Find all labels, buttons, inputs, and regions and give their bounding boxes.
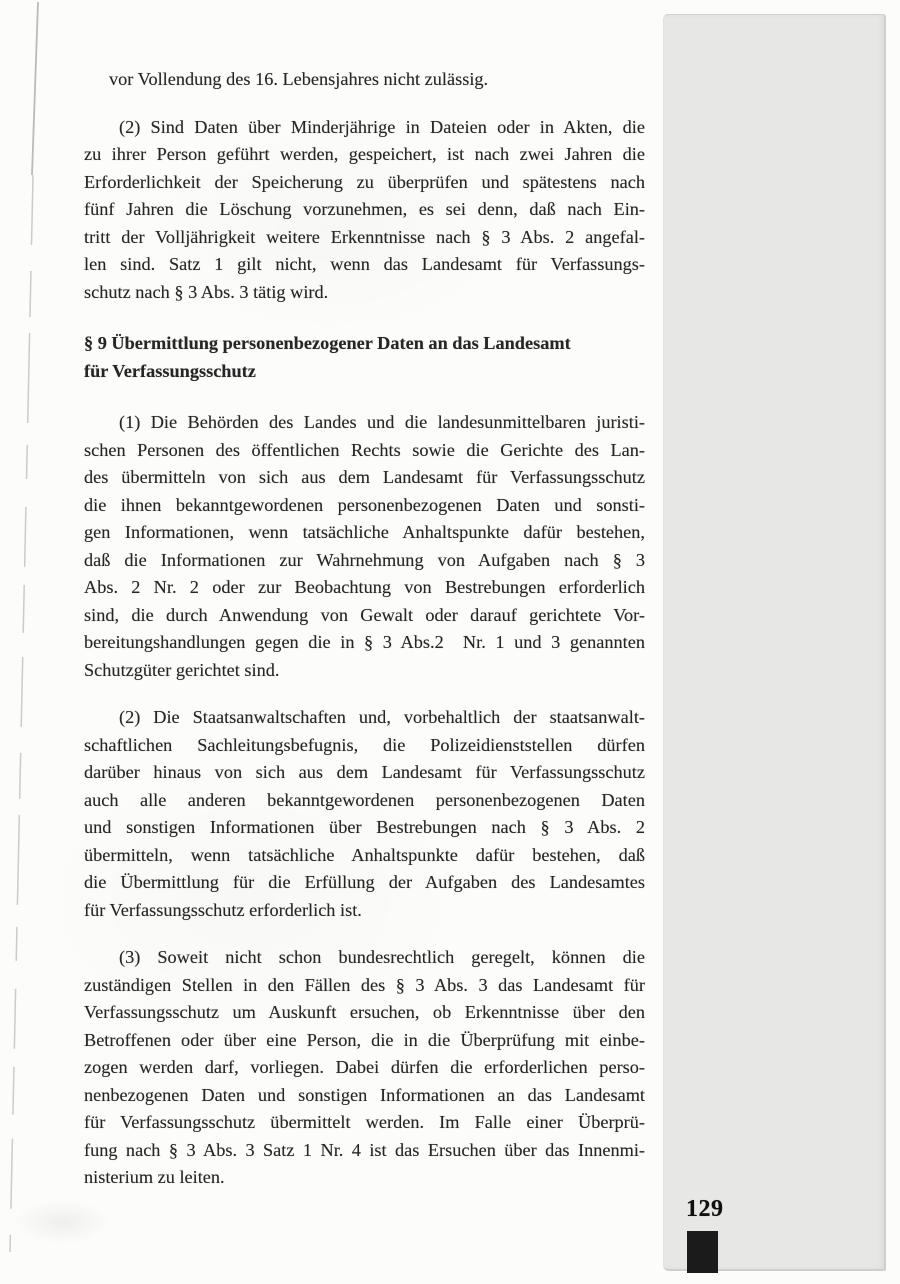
text-line: für Verfassungsschutz erforderlich ist.	[84, 899, 362, 920]
text-line: bereitungshandlungen gegen die in § 3 Abs.2 Nr. 1 und 3 genannten	[84, 632, 645, 652]
text-line: schutz nach § 3 Abs. 3 tätig wird.	[84, 281, 329, 302]
paragraph	[84, 944, 645, 1192]
text-line: Schutzgüter gerichtet sind.	[84, 659, 280, 680]
paragraph	[84, 704, 645, 924]
text-line: (1) Die Behörden des Landes und die landesunmittelbaren juristi-	[119, 412, 645, 432]
text-line: (3) Soweit nicht schon bundesrechtlich geregelt, können die	[119, 947, 645, 967]
text-line: fung nach § 3 Abs. 3 Satz 1 Nr. 4 ist das Ersuchen über das Innenmi-	[84, 1139, 645, 1160]
paragraphs	[84, 114, 645, 1192]
text-line: Verfassungsschutz um Auskunft ersuchen, ob Erkenntnisse über den	[84, 1002, 645, 1022]
adjacent-page-strip	[663, 14, 886, 1271]
text-line: Betroffenen oder über eine Person, die in die Überprüfung mit einbe-	[84, 1029, 645, 1050]
paragraph	[84, 114, 645, 307]
text-line: für Verfassungsschutz übermittelt werden. Im Falle einer Überprü-	[84, 1112, 645, 1132]
page-edge-scan-line	[0, 0, 60, 1284]
text-line: und sonstigen Informationen über Bestrebungen nach § 3 Abs. 2	[84, 817, 645, 837]
text-line: zogen werden darf, vorliegen. Dabei dürfen die erforderlichen perso-	[84, 1057, 645, 1077]
text-line: schen Personen des öffentlichen Rechts sowie die Gerichte des Lan-	[84, 439, 645, 460]
text-line: darüber hinaus von sich aus dem Landesamt für Verfassungsschutz	[84, 762, 645, 782]
text-line: des übermitteln von sich aus dem Landesamt für Verfassungsschutz	[84, 467, 645, 487]
paragraph	[84, 409, 645, 684]
text-line: (2) Die Staatsanwaltschaften und, vorbehaltlich der staatsanwalt-	[119, 707, 645, 727]
page-number: 129	[686, 1196, 724, 1222]
text-line: für Verfassungsschutz	[84, 360, 256, 381]
text-line: len sind. Satz 1 gilt nicht, wenn das Landesamt für Verfassungs-	[84, 254, 645, 274]
section-heading	[84, 330, 645, 385]
text-line: sind, die durch Anwendung von Gewalt oder darauf gerichtete Vor-	[84, 604, 645, 625]
text-line: tritt der Volljährigkeit weitere Erkenntnisse nach § 3 Abs. 2 angefal-	[84, 226, 645, 247]
text-line: nenbezogenen Daten und sonstigen Informationen an das Landesamt	[84, 1084, 645, 1105]
text-line: gen Informationen, wenn tatsächliche Anhaltspunkte dafür bestehen,	[84, 522, 645, 542]
text-line: Abs. 2 Nr. 2 oder zur Beobachtung von Bestrebungen erforderlich	[84, 577, 645, 597]
text-line: vor Vollendung des 16. Lebensjahres nicht zulässig.	[109, 69, 489, 89]
text-line: zu ihrer Person geführt werden, gespeichert, ist nach zwei Jahren die	[84, 144, 645, 164]
text-line: schaftlichen Sachleitungsbefugnis, die Polizeidienststellen dürfen	[84, 734, 645, 755]
text-line: die ihnen bekanntgewordenen personenbezogenen Daten und sonsti-	[84, 494, 645, 515]
text-line: daß die Informationen zur Wahrnehmung von Aufgaben nach § 3	[84, 549, 645, 570]
text-line: (2) Sind Daten über Minderjährige in Dateien oder in Akten, die	[119, 116, 645, 137]
text-line: fünf Jahren die Löschung vorzunehmen, es sei denn, daß nach Ein-	[84, 199, 645, 219]
text-line: zuständigen Stellen in den Fällen des § 3 Abs. 3 das Landesamt für	[84, 974, 645, 995]
text-line: nisterium zu leiten.	[84, 1167, 225, 1187]
text-line: übermitteln, wenn tatsächliche Anhaltspunkte dafür bestehen, daß	[84, 844, 645, 865]
text-line: § 9 Übermittlung personenbezogener Daten an das Landesamt	[84, 333, 571, 353]
text-line: Erforderlichkeit der Speicherung zu überprüfen und spätestens nach	[84, 171, 645, 192]
text-line: auch alle anderen bekanntgewordenen personenbezogenen Daten	[84, 789, 645, 810]
print-registration-mark	[687, 1231, 718, 1273]
text-column	[84, 66, 645, 1192]
text-line: die Übermittlung für die Erfüllung der Aufgaben des Landesamtes	[84, 872, 645, 892]
